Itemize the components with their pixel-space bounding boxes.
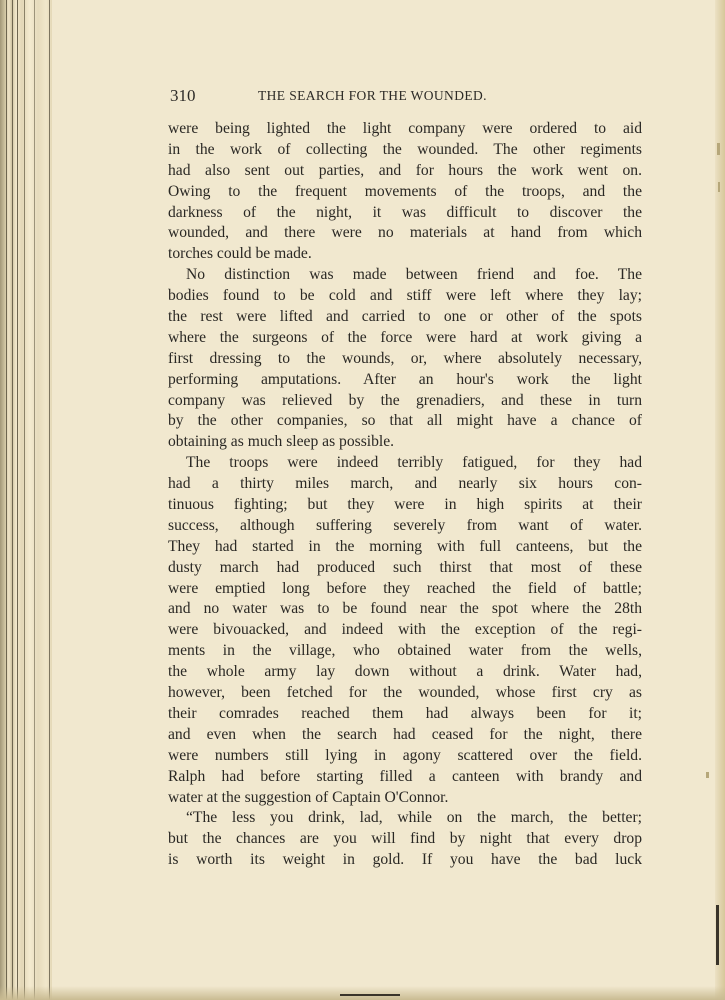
text-line: is worth its weight in gold. If you have the bad luck xyxy=(168,851,642,869)
page-edge-mark xyxy=(340,994,400,996)
text-line: where the surgeons of the force were hard at work giving a xyxy=(168,328,642,346)
page-edge-mark xyxy=(706,772,709,778)
text-line: were numbers still lying in agony scattered over the field. xyxy=(168,746,642,764)
text-line: and even when the search had ceased for the night, there xyxy=(168,725,642,743)
page-number: 310 xyxy=(170,86,196,105)
text-line: darkness of the night, it was difficult to discover the xyxy=(168,203,642,221)
text-line: the rest were lifted and carried to one or other of the spots xyxy=(168,308,642,326)
text-line: first dressing to the wounds, or, where absolutely necessary, xyxy=(168,349,642,367)
text-line: success, although suffering severely from want of water. xyxy=(168,516,642,534)
text-line: torches could be made. xyxy=(168,245,312,263)
text-line: wounded, and there were no materials at hand from which xyxy=(168,224,642,242)
text-line: were bivouacked, and indeed with the exception of the regi- xyxy=(168,621,642,639)
text-line: “The less you drink, lad, while on the march, the better; xyxy=(186,809,642,827)
text-line: obtaining as much sleep as possible. xyxy=(168,433,395,451)
text-line: by the other companies, so that all might have a chance of xyxy=(168,412,642,430)
page-edge-mark xyxy=(717,143,720,155)
text-line: company was relieved by the grenadiers, and these in turn xyxy=(168,391,642,409)
text-line: their comrades reached them had always been for it; xyxy=(168,704,642,722)
text-line: ments in the village, who obtained water from the wells, xyxy=(168,642,642,660)
text-line: and no water was to be found near the spot where the 28th xyxy=(168,600,642,618)
page-header xyxy=(170,86,644,108)
text-line: but the chances are you will find by night that every drop xyxy=(168,830,642,848)
page-edge-mark xyxy=(718,182,720,192)
text-line: Ralph had before starting filled a canteen with brandy and xyxy=(168,767,642,785)
text-line: tinuous fighting; but they were in high spirits at their xyxy=(168,496,642,514)
text-line: the whole army lay down without a drink. Water had, xyxy=(168,663,642,681)
text-line: were emptied long before they reached the field of battle; xyxy=(168,579,642,597)
text-line: water at the suggestion of Captain O'Connor. xyxy=(168,788,449,806)
text-line: had also sent out parties, and for hours the work went on. xyxy=(168,161,642,179)
text-line: They had started in the morning with full canteens, but the xyxy=(168,537,642,555)
book-binding-edge xyxy=(0,0,52,1000)
text-line: had a thirty miles march, and nearly six hours con- xyxy=(168,475,642,493)
text-line: The troops were indeed terribly fatigued, for they had xyxy=(186,454,642,472)
text-line: performing amputations. After an hour's work the light xyxy=(168,370,642,388)
text-line: Owing to the frequent movements of the troops, and the xyxy=(168,182,642,200)
text-line: dusty march had produced such thirst that most of these xyxy=(168,558,642,576)
running-title: THE SEARCH FOR THE WOUNDED. xyxy=(258,88,487,103)
text-line: bodies found to be cold and stiff were left where they lay; xyxy=(168,287,642,305)
page-bottom-edge xyxy=(0,986,725,1000)
text-line: in the work of collecting the wounded. The other regiments xyxy=(168,140,642,158)
page-edge-mark xyxy=(716,905,719,965)
text-line: No distinction was made between friend and foe. The xyxy=(186,266,642,284)
text-line: were being lighted the light company were ordered to aid xyxy=(168,120,642,137)
body-text xyxy=(168,119,642,871)
text-line: however, been fetched for the wounded, whose first cry as xyxy=(168,684,642,702)
